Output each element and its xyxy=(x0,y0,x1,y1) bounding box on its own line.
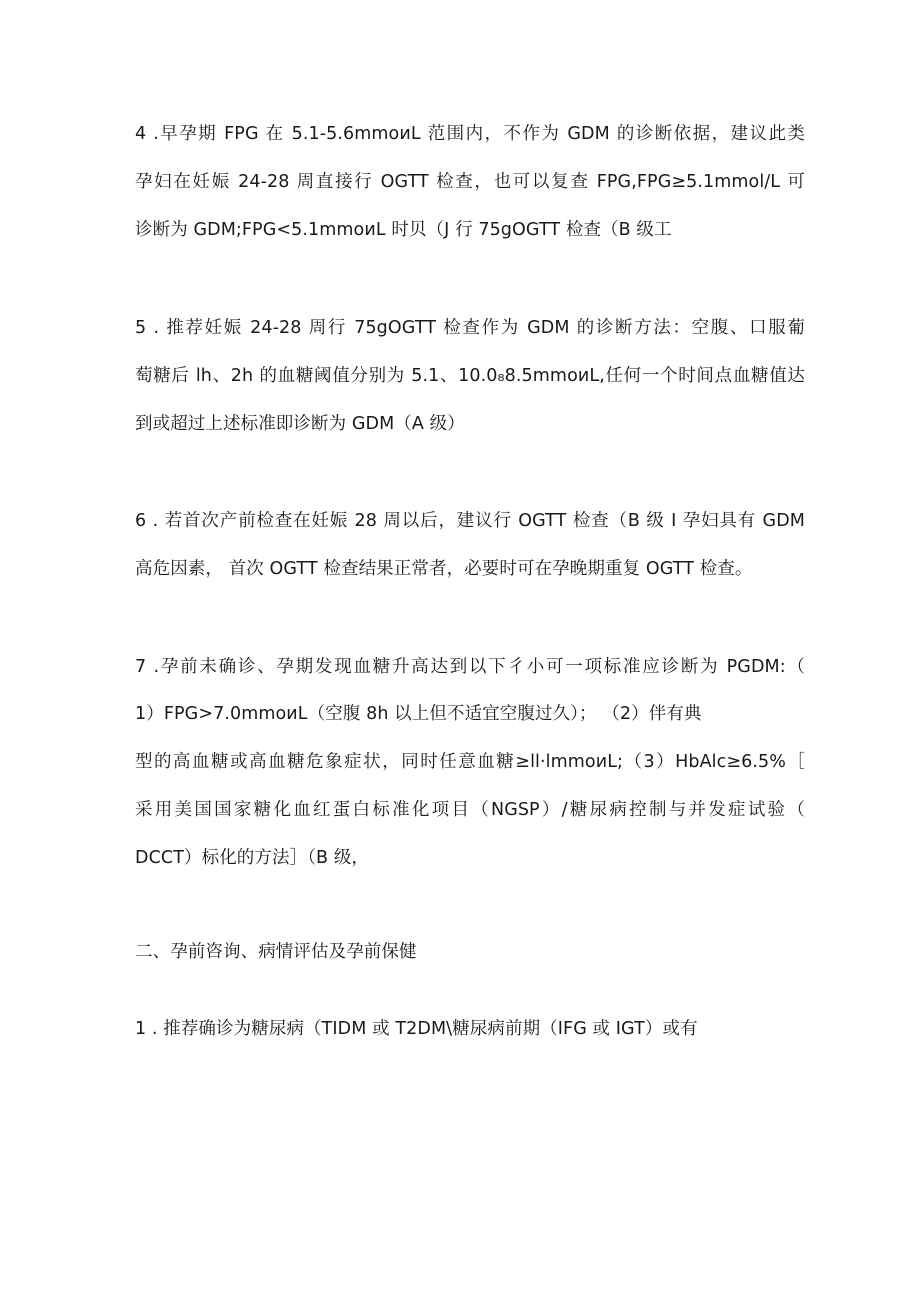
paragraph-7-line-1: 7 .孕前未确诊、孕期发现血糖升高达到以下彳小可一项标准应诊断为 PGDM:（ xyxy=(135,657,805,677)
paragraph-7-line-3: 型的高血糖或高血糖危象症状，同时任意血糖≥ll·lmmoиL;（3）HbAlc≥6.5%［ xyxy=(135,752,805,772)
paragraph-7-line-5: DCCT）标化的方法］（B 级， xyxy=(135,848,370,868)
paragraph-4-line-2: 孕妇在妊娠 24-28 周直接行 OGTT 检查，也可以复查 FPG,FPG≥5.1mmol/L 可 xyxy=(135,172,805,192)
section-item-1-line-1: 1 . 推荐确诊为糖尿病（TIDM 或 T2DM\糖尿病前期（IFG 或 IGT）或有 xyxy=(135,1019,698,1039)
paragraph-7-line-2: 1）FPG>7.0mmoиL（空腹 8h 以上但不适宜空腹过久）； （2）伴有典 xyxy=(135,704,702,724)
paragraph-6-line-1: 6 . 若首次产前检查在妊娠 28 周以后，建议行 OGTT 检查（B 级 I 孕妇具有 GDM xyxy=(135,511,805,531)
paragraph-5-line-3: 到或超过上述标准即诊断为 GDM（A 级） xyxy=(135,414,465,434)
section-heading: 二、孕前咨询、病情评估及孕前保健 xyxy=(135,942,417,962)
paragraph-6-line-2: 高危因素， 首次 OGTT 检查结果正常者，必要时可在孕晚期重复 OGTT 检查。 xyxy=(135,559,753,579)
paragraph-4-line-1: 4 .早孕期 FPG 在 5.1-5.6mmoиL 范围内，不作为 GDM 的诊断依据，建议此类 xyxy=(135,124,805,144)
paragraph-5-line-2: 萄糖后 lh、2h 的血糖阈值分别为 5.1、10.0₈8.5mmoиL,任何一个时间点血糖值达 xyxy=(135,366,805,386)
paragraph-5-line-1: 5 . 推荐妊娠 24-28 周行 75gOGTT 检查作为 GDM 的诊断方法：空腹、口服葡 xyxy=(135,318,805,338)
paragraph-7-line-4: 采用美国国家糖化血红蛋白标准化项目（NGSP）/糖尿病控制与并发症试验（ xyxy=(135,800,805,820)
paragraph-4-line-3: 诊断为 GDM;FPG<5.1mmoиL 时贝（J 行 75gOGTT 检查（B 级工 xyxy=(135,220,672,240)
